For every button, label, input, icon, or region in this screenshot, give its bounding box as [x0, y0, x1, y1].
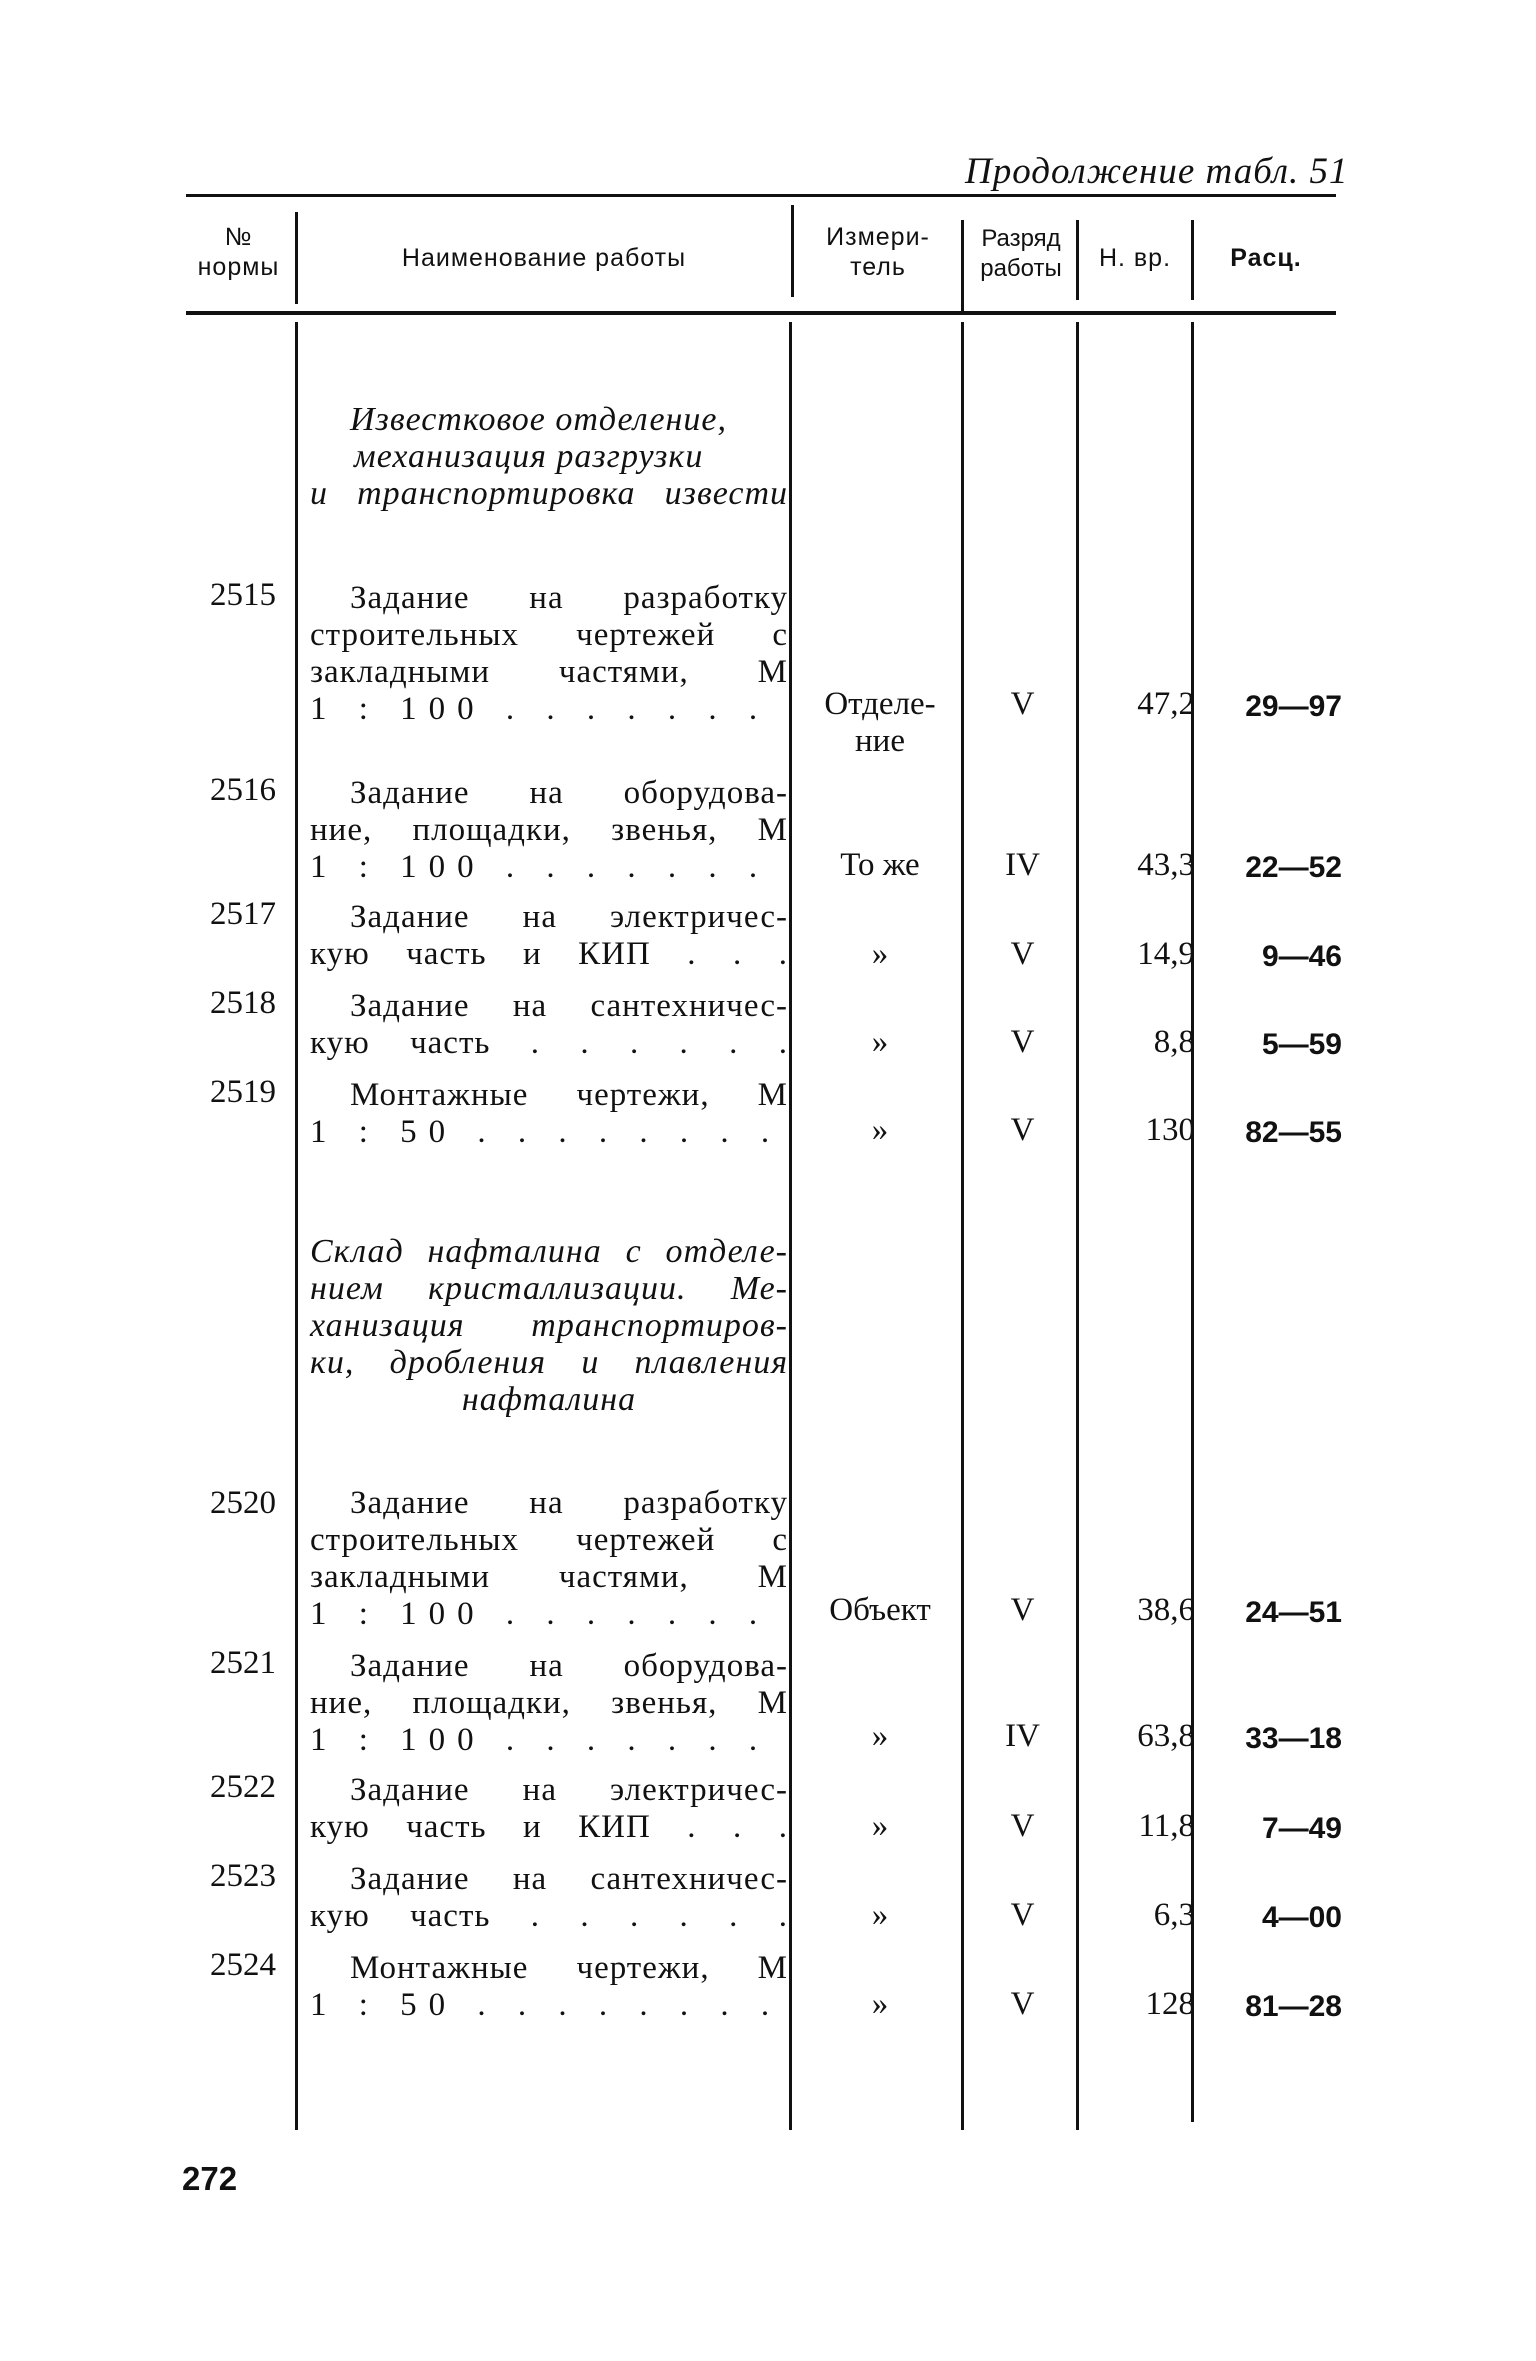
row-name-line: Задание на разработку [350, 580, 788, 616]
body-sep-1 [295, 322, 298, 2130]
row-norm: 63,8 [1137, 1718, 1195, 1754]
row-unit: » [871, 1718, 889, 1754]
header-sep-1 [295, 212, 298, 304]
row-name [310, 899, 788, 973]
row-unit-line: ние [855, 723, 905, 759]
row-name-line: Монтажные чертежи, М [350, 1077, 788, 1113]
row-unit: То же [840, 847, 920, 883]
header-col-unit [797, 222, 959, 282]
row-price: 81—28 [1245, 1990, 1342, 2023]
row-norm: 47,2 [1137, 686, 1195, 722]
row-unit [800, 686, 960, 760]
row-name-line: закладными частями, М [310, 1559, 788, 1595]
row-norm: 43,3 [1137, 847, 1195, 883]
body-sep-5 [1191, 322, 1194, 2122]
header-col-norm: Н. вр. [1098, 244, 1172, 272]
header-col-grade-line1: Разряд [981, 225, 1061, 252]
row-unit-line: Отделе- [824, 686, 936, 722]
row-name-line: Задание на сантехничес- [350, 988, 788, 1024]
row-norm: 130 [1145, 1112, 1195, 1148]
section-title-line: механизация разгрузки [354, 438, 704, 475]
section-title-line: нием кристаллизации. Ме- [310, 1270, 788, 1307]
row-number: 2521 [210, 1645, 276, 1681]
row-number: 2518 [210, 985, 276, 1021]
row-name-line: ние, площадки, звенья, М [310, 1685, 788, 1721]
header-col-price: Расц. [1230, 244, 1302, 272]
row-norm: 8,8 [1153, 1024, 1195, 1060]
row-name-line: 1 : 100 . . . . . . . [310, 691, 770, 727]
header-col-name: Наименование работы [401, 244, 687, 272]
section-title-line: и транспортировка извести [310, 475, 788, 512]
header-bottom-rule [186, 311, 1336, 315]
header-top-rule [186, 194, 1336, 197]
row-unit: » [871, 1897, 889, 1933]
row-grade: V [1010, 936, 1035, 972]
row-price: 82—55 [1245, 1116, 1342, 1149]
row-grade: IV [1005, 847, 1040, 883]
header-col-number [186, 222, 291, 282]
body-sep-4 [1076, 322, 1079, 2130]
header-col-unit-line1: Измери- [826, 223, 930, 251]
header-col-number-line2: нормы [197, 253, 280, 281]
page-number: 272 [182, 2160, 238, 2197]
row-number: 2522 [210, 1769, 276, 1805]
row-price: 24—51 [1245, 1596, 1342, 1629]
row-name-line: ние, площадки, звенья, М [310, 812, 788, 848]
row-name [310, 1648, 788, 1759]
row-number: 2515 [210, 577, 276, 613]
row-name-line: 1 : 50 . . . . . . . . [310, 1987, 782, 2023]
header-col-grade-line2: работы [980, 255, 1062, 282]
section-title-line: Склад нафталина с отделе- [310, 1233, 788, 1270]
row-grade: V [1010, 1024, 1035, 1060]
row-name [310, 775, 788, 886]
row-number: 2516 [210, 772, 276, 808]
table-caption: Продолжение табл. 51 [965, 151, 1349, 192]
row-name [310, 1077, 788, 1151]
row-name-line: кую часть и КИП . . . [310, 1809, 788, 1845]
row-price: 5—59 [1261, 1028, 1342, 1061]
header-col-number-line1: № [224, 223, 253, 251]
row-norm: 38,6 [1137, 1592, 1195, 1628]
row-name-line: Задание на электричес- [350, 1772, 788, 1808]
row-name-line: кую часть . . . . . . [310, 1025, 788, 1061]
row-name-line: кую часть . . . . . . [310, 1898, 788, 1934]
section-title-line: Известковое отделение, [350, 401, 728, 438]
row-norm: 6,3 [1153, 1897, 1195, 1933]
row-grade: V [1010, 1808, 1035, 1844]
row-number: 2517 [210, 896, 276, 932]
section-title-naphthalene [310, 1233, 788, 1418]
row-name-line: 1 : 100 . . . . . . . [310, 1722, 770, 1758]
row-unit: Объект [829, 1592, 931, 1628]
row-number: 2524 [210, 1947, 276, 1983]
row-grade: V [1010, 686, 1035, 722]
row-name-line: строительных чертежей с [310, 1522, 788, 1558]
row-name-line: Задание на разработку [350, 1485, 788, 1521]
row-grade: IV [1005, 1718, 1040, 1754]
row-price: 29—97 [1245, 690, 1342, 723]
row-price: 4—00 [1261, 1901, 1342, 1934]
row-unit: » [871, 936, 889, 972]
row-name-line: 1 : 50 . . . . . . . . [310, 1114, 782, 1150]
section-title-lime [310, 401, 788, 512]
row-name-line: 1 : 100 . . . . . . . [310, 1596, 770, 1632]
row-name-line: Задание на оборудова- [350, 775, 788, 811]
row-price: 9—46 [1261, 940, 1342, 973]
header-col-unit-line2: тель [850, 253, 906, 281]
row-norm: 14,9 [1137, 936, 1195, 972]
section-title-line: ки, дробления и плавления [310, 1344, 788, 1381]
row-name-line: закладными частями, М [310, 654, 788, 690]
row-name-line: Задание на сантехничес- [350, 1861, 788, 1897]
row-name-line: кую часть и КИП . . . [310, 936, 788, 972]
row-norm: 128 [1145, 1986, 1195, 2022]
row-price: 22—52 [1245, 851, 1342, 884]
header-sep-5 [1191, 220, 1194, 300]
row-grade: V [1010, 1897, 1035, 1933]
section-title-line: нафталина [461, 1381, 637, 1418]
row-name-line: Задание на электричес- [350, 899, 788, 935]
row-name-line: Задание на оборудова- [350, 1648, 788, 1684]
row-grade: V [1010, 1986, 1035, 2022]
row-number: 2523 [210, 1858, 276, 1894]
row-grade: V [1010, 1112, 1035, 1148]
body-sep-3 [961, 322, 964, 2130]
row-name [310, 1772, 788, 1846]
row-name-line: строительных чертежей с [310, 617, 788, 653]
row-number: 2520 [210, 1485, 276, 1521]
row-norm: 11,8 [1138, 1808, 1195, 1844]
row-name [310, 580, 788, 728]
row-number: 2519 [210, 1074, 276, 1110]
row-unit: » [871, 1024, 889, 1060]
row-name [310, 1861, 788, 1935]
row-price: 33—18 [1245, 1722, 1342, 1755]
row-grade: V [1010, 1592, 1035, 1628]
row-unit: » [871, 1808, 889, 1844]
row-name-line: Монтажные чертежи, М [350, 1950, 788, 1986]
section-title-line: ханизация транспортиров- [310, 1307, 788, 1344]
body-sep-2 [789, 322, 792, 2130]
row-unit: » [871, 1112, 889, 1148]
row-name [310, 988, 788, 1062]
row-name [310, 1950, 788, 2024]
row-unit: » [871, 1986, 889, 2022]
header-col-grade [964, 224, 1078, 284]
row-name [310, 1485, 788, 1633]
row-name-line: 1 : 100 . . . . . . . [310, 849, 770, 885]
row-price: 7—49 [1261, 1812, 1342, 1845]
header-sep-2 [791, 205, 794, 297]
